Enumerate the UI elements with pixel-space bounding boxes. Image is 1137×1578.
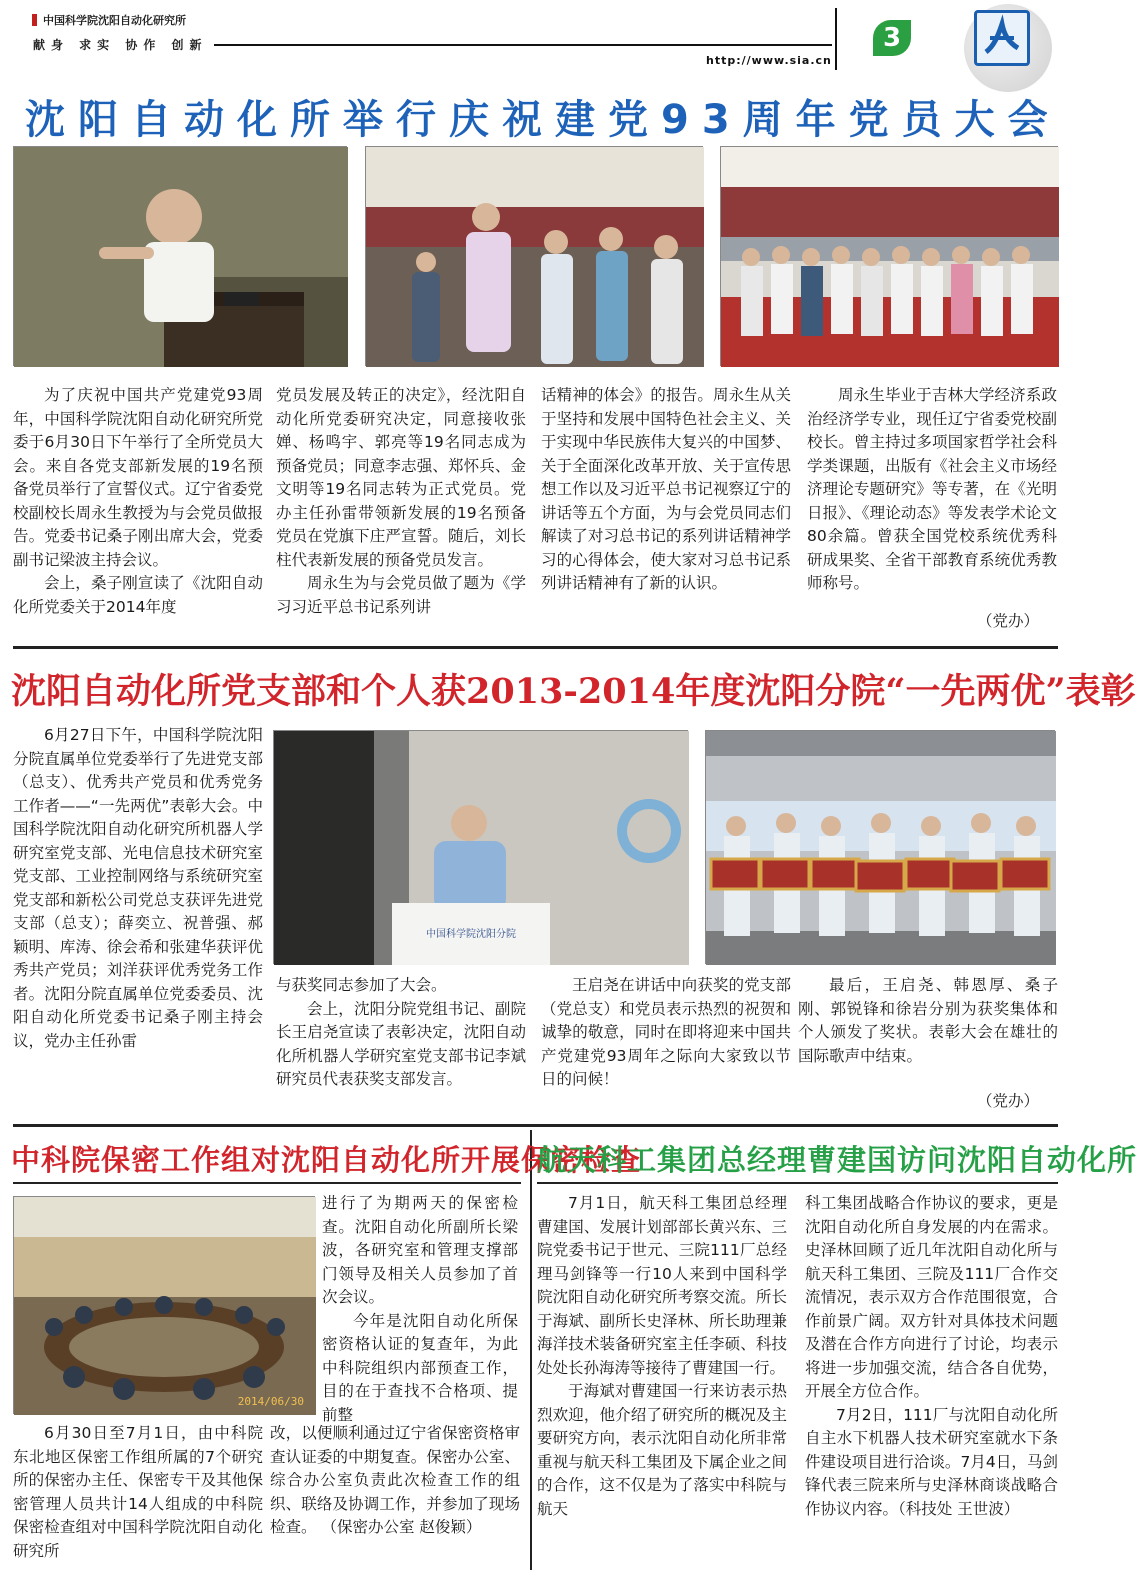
article3-byline: （保密办公室 赵俊颖） (321, 1518, 482, 1536)
article4-column-2 (805, 1192, 1058, 1572)
article4-col1-para2: 于海斌对曹建国一行来访表示热烈欢迎，他介绍了研究所的概况及主要研究方向，表示沈阳自动化所非常重视与航天科工集团及下属企业之间的合作，这不仅是为了落实中科院与航天 (537, 1382, 787, 1518)
article4-col2-para1: 科工集团战略合作协议的要求，更是沈阳自动化所自身发展的内在需求。史泽林回顾了近几年沈阳自动化所与航天科工集团、三院及111厂合作交流情况，表示双方合作范围很宽，合作前景广阔。双方针对具体技术问题及潜在合作方向进行了讨论，均表示将进一步加强交流，结合各自优势，开展全方位合作。 (805, 1194, 1058, 1400)
section-divider-1 (13, 646, 1058, 649)
article1-headline: 沈阳自动化所举行庆祝建党93周年党员大会 (25, 97, 1061, 143)
article2-byline: （党办） (976, 1092, 1039, 1110)
article1-column-1 (13, 384, 263, 634)
article3-bottom-left (13, 1422, 263, 1572)
header-url[interactable]: http://www.sia.cn (706, 54, 832, 67)
page-number-badge: 3 (873, 20, 911, 56)
article2-column-4 (798, 974, 1058, 1090)
header-rule (214, 44, 832, 46)
article1-column-2 (276, 384, 526, 634)
article1-column-4 (807, 384, 1057, 610)
photo-date-stamp: 2014/06/30 (237, 1395, 304, 1408)
article2-photo-speaker (273, 730, 688, 964)
header-divider (835, 8, 837, 70)
article3-photo-meeting (13, 1196, 315, 1414)
article2-col3-para1: 王启尧在讲话中向获奖的党支部（党总支）和党员表示热烈的祝贺和诚挚的敬意，同时在即将迎来中国共产党建党93周年之际向大家致以节日的问候！ (541, 976, 791, 1088)
header-mark-icon (32, 14, 37, 26)
article2-col4-para1: 最后，王启尧、韩恩厚、桑子刚、郭锐锋和徐岩分别为获奖集体和个人颁发了奖状。表彰大会在雄壮的国际歌声中结束。 (798, 976, 1058, 1065)
article3-bottom-right (270, 1422, 520, 1572)
article2-column-2 (276, 974, 526, 1114)
section-divider-2 (13, 1124, 1058, 1127)
header-motto: 献身 求实 协作 创新 (33, 38, 208, 52)
article2-photo-awards (705, 730, 1055, 964)
article2-col2-para1: 与获奖同志参加了大会。 (276, 976, 447, 994)
podium-text: 中国科学院沈阳分院 (426, 929, 516, 940)
article1-byline: （党办） (976, 612, 1039, 630)
article3-right-para1: 进行了为期两天的保密检查。沈阳自动化所副所长梁波，各研究室和管理支撑部门领导及相关人员参加了首次会议。 (322, 1194, 518, 1306)
article4-column-1 (537, 1192, 787, 1572)
column-divider (530, 1130, 532, 1570)
article3-right-para2: 今年是沈阳自动化所保密资格认证的复查年，为此中科院组织内部预查工作，目的在于查找不合格项、提前整 (322, 1311, 518, 1424)
article4-col2-para2: 7月2日，111厂与沈阳自动化所自主水下机器人技术研究室就水下条件建设项目进行洽谈。7月4日，马剑锋代表三院来所与史泽林商谈战略合作协议内容。 (805, 1405, 1058, 1518)
article1-col2-para1: 党员发展及转正的决定》，经沈阳自动化所党委研究决定，同意接收张婵、杨鸣宇、郭亮等19名同志成为预备党员；同意李志强、郑怀兵、金文明等19名同志转为正式党员。党办主任孙雷带领新发展的19名预备党员在党旗下庄严宣誓。随后，刘长柱代表新发展的预备党员发言。 (276, 386, 526, 569)
article2-headline: 沈阳自动化所党支部和个人获2013-2014年度沈阳分院“一先两优”表彰 (11, 671, 1136, 712)
header-org-label: 中国科学院沈阳自动化研究所 (43, 14, 186, 27)
article1-photo-speaker (13, 146, 347, 366)
article4-rule (537, 1182, 1058, 1184)
article3-rule (13, 1182, 521, 1184)
article1-col3-para1: 话精神的体会》的报告。周永生从关于坚持和发展中国特色社会主义、关于实现中华民族伟大复兴的中国梦、关于全面深化改革开放、关于宣传思想工作以及习近平总书记视察辽宁的讲话等五个方面，为与会党员同志们解读了对习总书记的系列讲话精神学习的心得体会，使大家对习总书记系列讲话精神有了新的认识。 (541, 386, 791, 592)
article1-photo-group (720, 146, 1058, 366)
sia-logo-icon (974, 10, 1030, 66)
article3-bottom-left-para: 6月30日至7月1日，由中科院东北地区保密工作组所属的7个研究所的保密办主任、保密专干及其他保密管理人员共计14人组成的中科院保密检查组对中国科学院沈阳自动化研究所 (13, 1424, 263, 1560)
article3-headline: 中科院保密工作组对沈阳自动化所开展保密检查 (11, 1143, 642, 1177)
article1-col2-para2: 周永生为与会党员做了题为《学习习近平总书记系列讲 (276, 574, 526, 616)
article2-column-3 (541, 974, 791, 1114)
header-org (32, 12, 186, 28)
article4-byline: （科技处 王世波） (898, 1499, 1020, 1518)
article1-col1-para2: 会上，桑子刚宣读了《沈阳自动化所党委关于2014年度 (13, 574, 263, 616)
article2-col1-para1: 6月27日下午，中国科学院沈阳分院直属单位党委举行了先进党支部（总支）、优秀共产党员和优秀党务工作者——“一先两优”表彰大会。中国科学院沈阳自动化研究所机器人学研究室党支部、光电信息技术研究室党支部、工业控制网络与系统研究室党支部和新松公司党总支获评先进党支部（总支）；薛奕立、祝普强、郝颖明、库涛、徐会希和张建华获评优秀共产党员；刘洋获评优秀党务工作者。沈阳分院直属单位党委委员、沈阳自动化所党委书记桑子刚主持会议，党办主任孙雷 (13, 726, 263, 1050)
article2-col2-para2: 会上，沈阳分院党组书记、副院长王启尧宣读了表彰决定，沈阳自动化所机器人学研究室党支部书记李斌研究员代表获奖支部发言。 (276, 999, 526, 1088)
article2-column-1 (13, 724, 263, 1114)
article3-bottom-right-para: 改，以便顺利通过辽宁省保密资格审查认证委的中期复查。保密办公室、综合办公室负责此次检查工作的组织、联络及协调工作，并参加了现场检查。 (270, 1424, 520, 1536)
article1-column-3 (541, 384, 791, 634)
article1-col4-para1: 周永生毕业于吉林大学经济系政治经济学专业，现任辽宁省委党校副校长。曾主持过多项国家哲学社会科学类课题，出版有《社会主义市场经济理论专题研究》等专著，在《光明日报》、《理论动态》等发表学术论文80余篇。曾获全国党校系统优秀科研成果奖、全省干部教育系统优秀教师称号。 (807, 386, 1057, 592)
article1-photo-oath (365, 146, 703, 366)
article4-col1-para1: 7月1日，航天科工集团总经理曹建国、发展计划部部长黄兴东、三院党委书记于世元、三院111厂总经理马剑锋等一行10人来到中国科学院沈阳自动化研究所考察交流。所长于海斌、副所长史泽林、所长助理兼海洋技术装备研究室主任李硕、科技处处长孙海涛等接待了曹建国一行。 (537, 1194, 787, 1377)
article4-headline: 航天科工集团总经理曹建国访问沈阳自动化所 (537, 1143, 1137, 1177)
article3-right-column (322, 1192, 518, 1426)
article1-col1-para1: 为了庆祝中国共产党建党93周年，中国科学院沈阳自动化研究所党委于6月30日下午举行了全所党员大会。来自各党支部新发展的19名预备党员举行了宣誓仪式。辽宁省委党校副校长周永生教授为与会党员做报告。党委书记桑子刚出席大会，党委副书记梁波主持会议。 (13, 386, 263, 569)
